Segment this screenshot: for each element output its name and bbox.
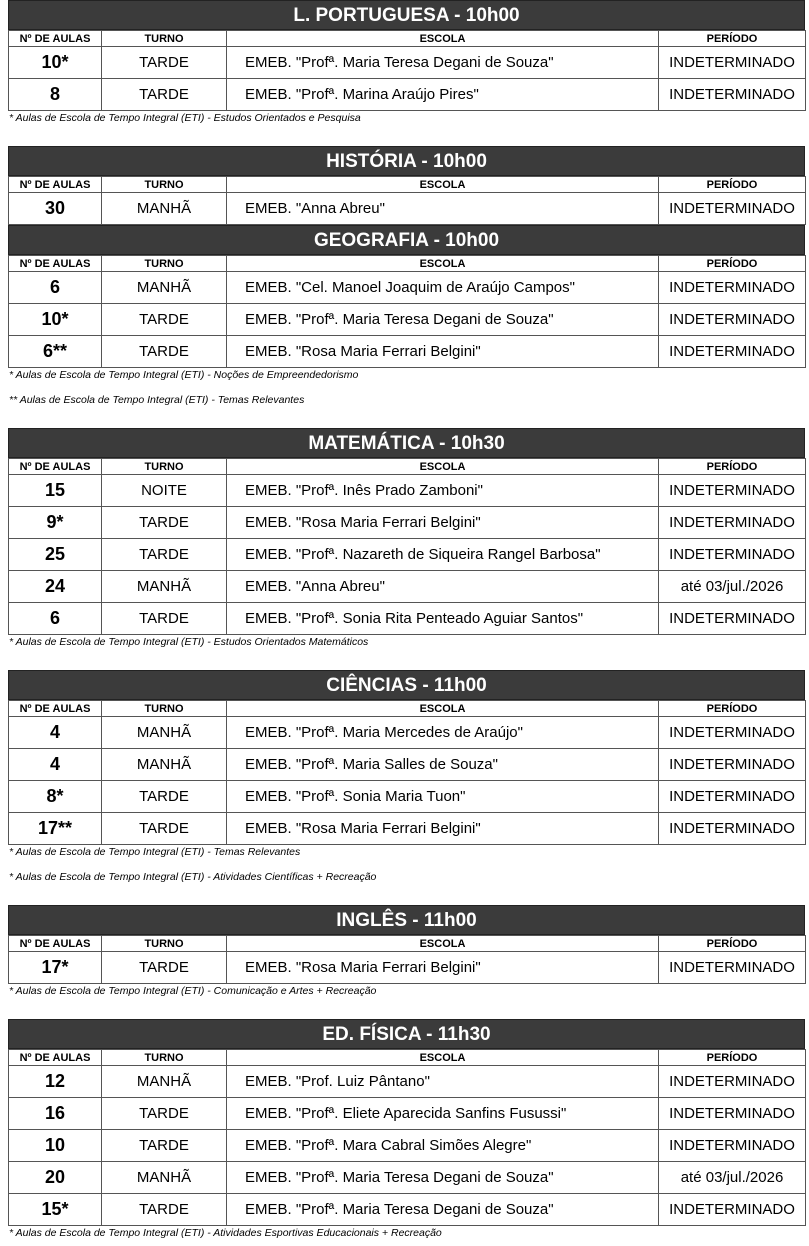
table-row (9, 1162, 806, 1194)
turno-cell: TARDE (102, 1130, 227, 1162)
spacer (8, 650, 805, 670)
turno-cell: TARDE (102, 781, 227, 813)
subject-section (8, 670, 805, 885)
aulas-cell: 16 (9, 1098, 102, 1130)
escola-cell: EMEB. "Profª. Maria Teresa Degani de Souza" (227, 1162, 659, 1194)
header-periodo: PERÍODO (659, 701, 806, 717)
escola-cell: EMEB. "Profª. Maria Teresa Degani de Souza" (227, 1194, 659, 1226)
header-row (9, 936, 806, 952)
subject-title: INGLÊS - 11h00 (8, 905, 805, 935)
schedule-table (8, 176, 806, 225)
header-escola: ESCOLA (227, 936, 659, 952)
footnote: * Aulas de Escola de Tempo Integral (ETI) - Temas Relevantes (9, 846, 301, 858)
escola-cell: EMEB. "Profª. Maria Teresa Degani de Souza" (227, 304, 659, 336)
subject-title: CIÊNCIAS - 11h00 (8, 670, 805, 700)
escola-cell: EMEB. "Anna Abreu" (227, 571, 659, 603)
schedule-table (8, 1049, 806, 1226)
table-row (9, 749, 806, 781)
table-row (9, 79, 806, 111)
table-row (9, 603, 806, 635)
aulas-cell: 15* (9, 1194, 102, 1226)
subject-title: ED. FÍSICA - 11h30 (8, 1019, 805, 1049)
table-row (9, 539, 806, 571)
turno-cell: TARDE (102, 507, 227, 539)
header-periodo: PERÍODO (659, 936, 806, 952)
header-aulas: Nº DE AULAS (9, 31, 102, 47)
escola-cell: EMEB. "Rosa Maria Ferrari Belgini" (227, 336, 659, 368)
table-row (9, 952, 806, 984)
footnote: * Aulas de Escola de Tempo Integral (ETI) - Comunicação e Artes + Recreação (9, 985, 377, 997)
header-escola: ESCOLA (227, 177, 659, 193)
aulas-cell: 6 (9, 603, 102, 635)
table-row (9, 272, 806, 304)
header-turno: TURNO (102, 177, 227, 193)
spacer (8, 126, 805, 146)
aulas-cell: 24 (9, 571, 102, 603)
header-aulas: Nº DE AULAS (9, 177, 102, 193)
footnote: ** Aulas de Escola de Tempo Integral (ETI) - Temas Relevantes (9, 394, 305, 406)
header-turno: TURNO (102, 1050, 227, 1066)
spacer (8, 885, 805, 905)
aulas-cell: 17* (9, 952, 102, 984)
periodo-cell: INDETERMINADO (659, 539, 806, 571)
turno-cell: TARDE (102, 603, 227, 635)
header-periodo: PERÍODO (659, 459, 806, 475)
subject-section (8, 146, 805, 225)
header-aulas: Nº DE AULAS (9, 936, 102, 952)
schedule-table (8, 30, 806, 111)
header-aulas: Nº DE AULAS (9, 459, 102, 475)
header-escola: ESCOLA (227, 701, 659, 717)
subject-title: HISTÓRIA - 10h00 (8, 146, 805, 176)
periodo-cell: INDETERMINADO (659, 781, 806, 813)
escola-cell: EMEB. "Rosa Maria Ferrari Belgini" (227, 507, 659, 539)
escola-cell: EMEB. "Profª. Mara Cabral Simões Alegre" (227, 1130, 659, 1162)
header-escola: ESCOLA (227, 1050, 659, 1066)
aulas-cell: 30 (9, 193, 102, 225)
subject-title: GEOGRAFIA - 10h00 (8, 225, 805, 255)
periodo-cell: INDETERMINADO (659, 79, 806, 111)
table-row (9, 813, 806, 845)
header-row (9, 31, 806, 47)
turno-cell: TARDE (102, 336, 227, 368)
periodo-cell: INDETERMINADO (659, 1098, 806, 1130)
table-row (9, 1098, 806, 1130)
aulas-cell: 6 (9, 272, 102, 304)
table-row (9, 336, 806, 368)
escola-cell: EMEB. "Profª. Maria Salles de Souza" (227, 749, 659, 781)
footnote: * Aulas de Escola de Tempo Integral (ETI) - Noções de Empreendedorismo (9, 369, 359, 381)
escola-cell: EMEB. "Prof. Luiz Pântano" (227, 1066, 659, 1098)
turno-cell: TARDE (102, 304, 227, 336)
escola-cell: EMEB. "Profª. Marina Araújo Pires" (227, 79, 659, 111)
header-aulas: Nº DE AULAS (9, 256, 102, 272)
turno-cell: TARDE (102, 79, 227, 111)
header-row (9, 256, 806, 272)
document-root (8, 0, 805, 1241)
subject-title: L. PORTUGUESA - 10h00 (8, 0, 805, 30)
spacer (8, 383, 805, 393)
escola-cell: EMEB. "Profª. Sonia Maria Tuon" (227, 781, 659, 813)
periodo-cell: INDETERMINADO (659, 717, 806, 749)
header-periodo: PERÍODO (659, 1050, 806, 1066)
aulas-cell: 25 (9, 539, 102, 571)
schedule-table (8, 700, 806, 845)
table-row (9, 1130, 806, 1162)
turno-cell: MANHÃ (102, 193, 227, 225)
turno-cell: MANHÃ (102, 749, 227, 781)
turno-cell: TARDE (102, 539, 227, 571)
header-turno: TURNO (102, 256, 227, 272)
schedule-table (8, 458, 806, 635)
escola-cell: EMEB. "Profª. Inês Prado Zamboni" (227, 475, 659, 507)
escola-cell: EMEB. "Rosa Maria Ferrari Belgini" (227, 813, 659, 845)
aulas-cell: 17** (9, 813, 102, 845)
periodo-cell: INDETERMINADO (659, 507, 806, 539)
turno-cell: NOITE (102, 475, 227, 507)
header-turno: TURNO (102, 459, 227, 475)
spacer (8, 860, 805, 870)
table-row (9, 781, 806, 813)
schedule-table (8, 935, 806, 984)
escola-cell: EMEB. "Profª. Sonia Rita Penteado Aguiar Santos" (227, 603, 659, 635)
aulas-cell: 4 (9, 717, 102, 749)
escola-cell: EMEB. "Anna Abreu" (227, 193, 659, 225)
periodo-cell: INDETERMINADO (659, 1066, 806, 1098)
periodo-cell: até 03/jul./2026 (659, 1162, 806, 1194)
periodo-cell: até 03/jul./2026 (659, 571, 806, 603)
header-turno: TURNO (102, 936, 227, 952)
table-row (9, 507, 806, 539)
header-row (9, 459, 806, 475)
header-row (9, 1050, 806, 1066)
periodo-cell: INDETERMINADO (659, 272, 806, 304)
header-turno: TURNO (102, 31, 227, 47)
aulas-cell: 8* (9, 781, 102, 813)
schedule-table (8, 255, 806, 368)
aulas-cell: 10* (9, 47, 102, 79)
header-periodo: PERÍODO (659, 31, 806, 47)
header-row (9, 177, 806, 193)
header-row (9, 701, 806, 717)
table-row (9, 571, 806, 603)
turno-cell: TARDE (102, 952, 227, 984)
table-row (9, 47, 806, 79)
escola-cell: EMEB. "Cel. Manoel Joaquim de Araújo Campos" (227, 272, 659, 304)
subject-section (8, 1019, 805, 1241)
header-periodo: PERÍODO (659, 256, 806, 272)
footnote: * Aulas de Escola de Tempo Integral (ETI) - Estudos Orientados Matemáticos (9, 636, 369, 648)
aulas-cell: 10 (9, 1130, 102, 1162)
header-escola: ESCOLA (227, 256, 659, 272)
escola-cell: EMEB. "Profª. Maria Mercedes de Araújo" (227, 717, 659, 749)
table-row (9, 304, 806, 336)
aulas-cell: 15 (9, 475, 102, 507)
subject-section (8, 0, 805, 126)
table-row (9, 1194, 806, 1226)
aulas-cell: 8 (9, 79, 102, 111)
periodo-cell: INDETERMINADO (659, 749, 806, 781)
periodo-cell: INDETERMINADO (659, 952, 806, 984)
periodo-cell: INDETERMINADO (659, 304, 806, 336)
periodo-cell: INDETERMINADO (659, 336, 806, 368)
table-row (9, 193, 806, 225)
footnote: * Aulas de Escola de Tempo Integral (ETI) - Estudos Orientados e Pesquisa (9, 112, 361, 124)
subject-section (8, 905, 805, 999)
turno-cell: TARDE (102, 813, 227, 845)
footnote: * Aulas de Escola de Tempo Integral (ETI) - Atividades Científicas + Recreação (9, 871, 377, 883)
spacer (8, 408, 805, 428)
turno-cell: MANHÃ (102, 1162, 227, 1194)
periodo-cell: INDETERMINADO (659, 603, 806, 635)
subject-section (8, 428, 805, 650)
turno-cell: MANHÃ (102, 571, 227, 603)
aulas-cell: 12 (9, 1066, 102, 1098)
header-aulas: Nº DE AULAS (9, 701, 102, 717)
aulas-cell: 9* (9, 507, 102, 539)
aulas-cell: 4 (9, 749, 102, 781)
turno-cell: TARDE (102, 47, 227, 79)
header-escola: ESCOLA (227, 31, 659, 47)
turno-cell: TARDE (102, 1098, 227, 1130)
table-row (9, 1066, 806, 1098)
turno-cell: TARDE (102, 1194, 227, 1226)
table-row (9, 717, 806, 749)
escola-cell: EMEB. "Rosa Maria Ferrari Belgini" (227, 952, 659, 984)
header-escola: ESCOLA (227, 459, 659, 475)
table-row (9, 475, 806, 507)
subject-title: MATEMÁTICA - 10h30 (8, 428, 805, 458)
turno-cell: MANHÃ (102, 1066, 227, 1098)
aulas-cell: 6** (9, 336, 102, 368)
aulas-cell: 20 (9, 1162, 102, 1194)
header-periodo: PERÍODO (659, 177, 806, 193)
subject-section (8, 225, 805, 408)
turno-cell: MANHÃ (102, 272, 227, 304)
periodo-cell: INDETERMINADO (659, 1130, 806, 1162)
escola-cell: EMEB. "Profª. Eliete Aparecida Sanfins Fusussi" (227, 1098, 659, 1130)
escola-cell: EMEB. "Profª. Maria Teresa Degani de Souza" (227, 47, 659, 79)
periodo-cell: INDETERMINADO (659, 193, 806, 225)
aulas-cell: 10* (9, 304, 102, 336)
header-turno: TURNO (102, 701, 227, 717)
footnote: * Aulas de Escola de Tempo Integral (ETI) - Atividades Esportivas Educacionais + Recreação (9, 1227, 442, 1239)
turno-cell: MANHÃ (102, 717, 227, 749)
periodo-cell: INDETERMINADO (659, 475, 806, 507)
spacer (8, 999, 805, 1019)
periodo-cell: INDETERMINADO (659, 813, 806, 845)
header-aulas: Nº DE AULAS (9, 1050, 102, 1066)
escola-cell: EMEB. "Profª. Nazareth de Siqueira Rangel Barbosa" (227, 539, 659, 571)
periodo-cell: INDETERMINADO (659, 47, 806, 79)
periodo-cell: INDETERMINADO (659, 1194, 806, 1226)
